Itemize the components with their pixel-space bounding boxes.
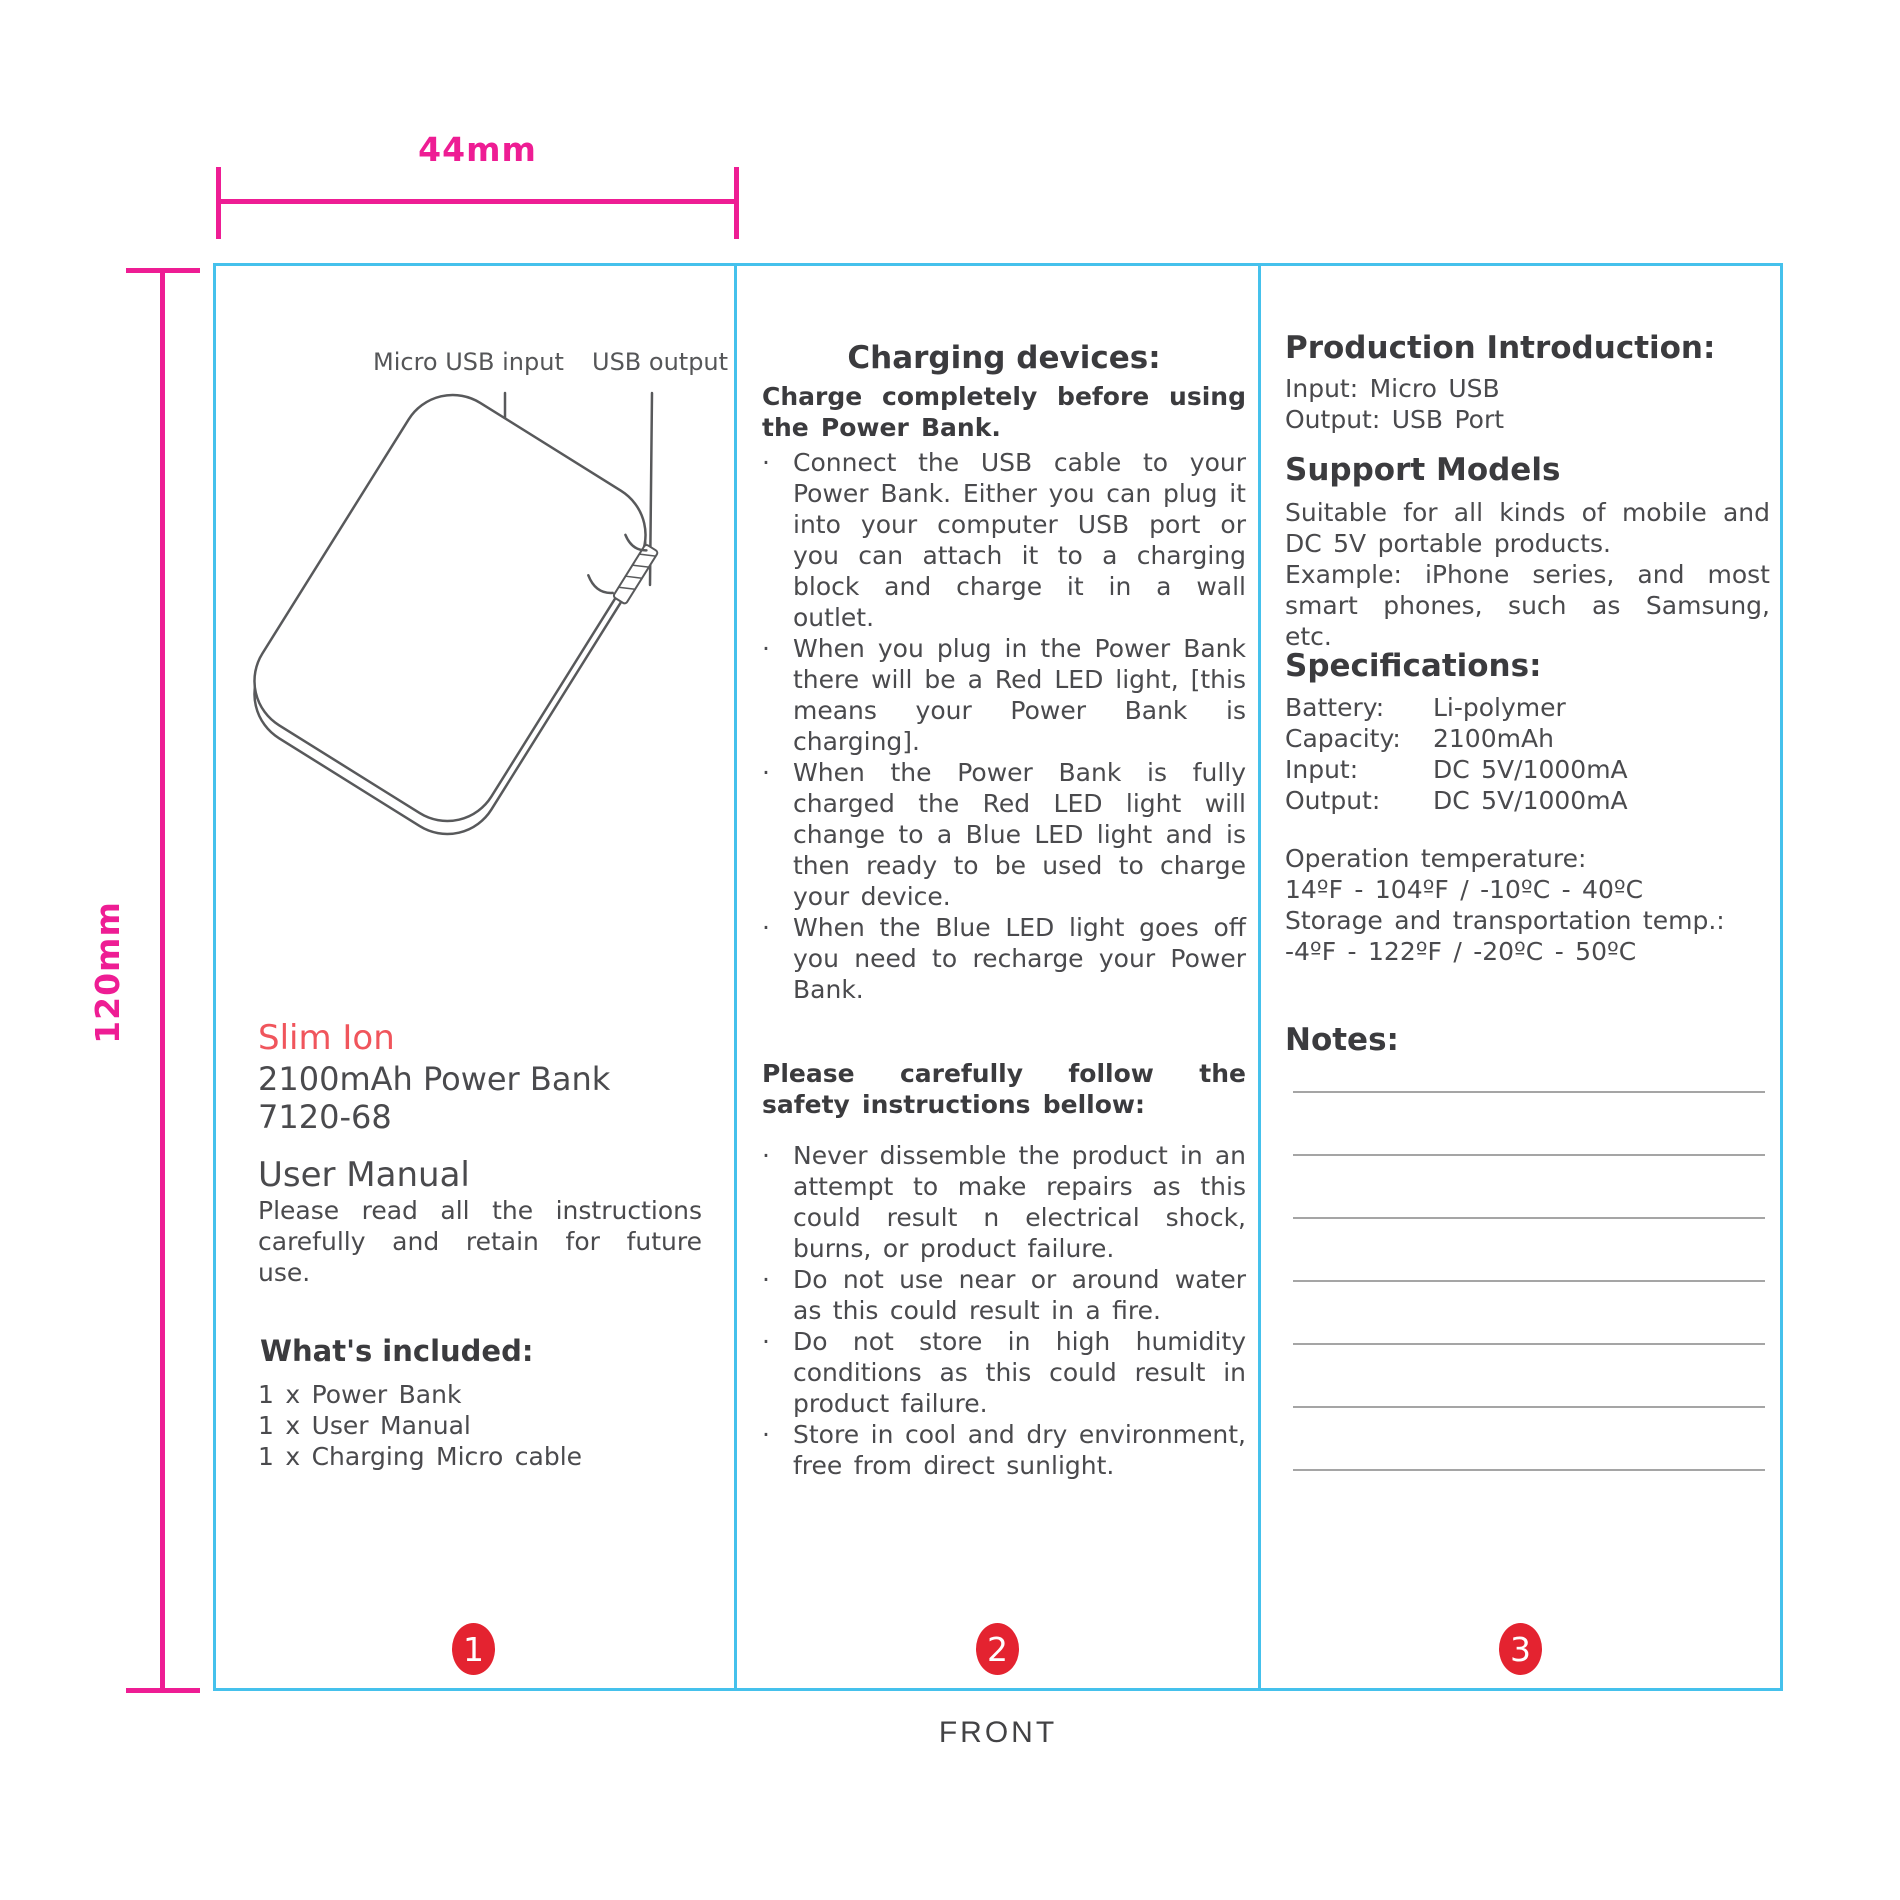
temperature-info xyxy=(1285,843,1770,967)
panel-1-badge: 1 xyxy=(452,1623,495,1675)
included-item: 1 x User Manual xyxy=(258,1411,471,1440)
spec-row: Input: DC 5V/1000mA xyxy=(1285,755,1628,784)
temperature-line: 14ºF - 104ºF / -10ºC - 40ºC xyxy=(1285,875,1644,904)
bullet-dot-icon: · xyxy=(762,1265,770,1294)
bullet-dot-icon: · xyxy=(762,634,770,663)
support-models-text: Suitable for all kinds of mobile and DC 5V portable products. Example: iPhone series, and most smart phones, such as Samsung, etc. xyxy=(1285,498,1770,651)
safety-bullet: · Do not use near or around water as this could result in a fire. xyxy=(762,1265,1246,1325)
safety-bullet: · Do not store in high humidity conditions as this could result in product failure. xyxy=(762,1327,1246,1418)
safety-heading: Please carefully follow the safety instructions bellow: xyxy=(762,1059,1246,1119)
width-dimension-tick-left xyxy=(216,167,221,239)
micro-usb-input-label: Micro USB input xyxy=(373,348,564,376)
bullet-dot-icon: · xyxy=(762,1141,770,1170)
safety-bullet: · Never dissemble the product in an attempt to make repairs as this could result n electrical shock, burns, or product failure. xyxy=(762,1141,1246,1263)
notes-rule xyxy=(1293,1217,1765,1219)
production-lines xyxy=(1285,373,1770,435)
charging-bullet-list xyxy=(762,447,1246,1005)
fold-divider-2 xyxy=(1258,263,1261,1691)
bullet-dot-icon: · xyxy=(762,913,770,942)
notes-rule xyxy=(1293,1154,1765,1156)
bullet-dot-icon: · xyxy=(762,1327,770,1356)
whats-included-heading: What's included: xyxy=(260,1334,534,1368)
included-item: 1 x Charging Micro cable xyxy=(258,1442,583,1471)
height-dimension-label: 120mm xyxy=(88,901,127,1044)
height-dimension-label-wrap xyxy=(60,880,155,1065)
production-line: Input: Micro USB xyxy=(1285,374,1500,403)
width-dimension-label: 44mm xyxy=(418,130,537,169)
height-dimension-line xyxy=(160,270,165,1692)
production-line: Output: USB Port xyxy=(1285,405,1505,434)
charging-bullet: · Connect the USB cable to your Power Bank. Either you can plug it into your computer USB port or you can attach it to a charging block and charge it in a wall outlet. xyxy=(762,448,1246,632)
spec-row: Battery: Li-polymer xyxy=(1285,693,1566,722)
production-introduction-heading: Production Introduction: xyxy=(1285,330,1716,366)
bullet-dot-icon: · xyxy=(762,1420,770,1449)
safety-bullet: · Store in cool and dry environment, free from direct sunlight. xyxy=(762,1420,1246,1480)
notes-rule xyxy=(1293,1406,1765,1408)
notes-rule xyxy=(1293,1280,1765,1282)
spec-row: Output: DC 5V/1000mA xyxy=(1285,786,1628,815)
bullet-dot-icon: · xyxy=(762,758,770,787)
temperature-line: Operation temperature: xyxy=(1285,844,1587,873)
support-models-heading: Support Models xyxy=(1285,452,1561,488)
notes-rule xyxy=(1293,1091,1765,1093)
panel-3-badge: 3 xyxy=(1499,1623,1542,1675)
charging-bullet: · When the Power Bank is fully charged the Red LED light will change to a Blue LED light and is then ready to be used to charge your device. xyxy=(762,758,1246,911)
usb-output-label: USB output xyxy=(592,348,729,376)
notes-heading: Notes: xyxy=(1285,1022,1399,1058)
specifications-table xyxy=(1285,692,1770,816)
front-side-label: FRONT xyxy=(938,1716,1058,1749)
model-number: 7120-68 xyxy=(258,1098,392,1136)
power-bank-illustration xyxy=(230,335,730,955)
bullet-dot-icon: · xyxy=(762,448,770,477)
specifications-heading: Specifications: xyxy=(1285,648,1542,684)
charging-devices-title: Charging devices: xyxy=(847,340,1161,376)
temperature-line: Storage and transportation temp.: xyxy=(1285,906,1725,935)
height-dimension-tick-top xyxy=(126,268,200,273)
notes-rule xyxy=(1293,1469,1765,1471)
fold-divider-1 xyxy=(734,263,737,1691)
width-dimension-line xyxy=(218,199,737,204)
panel-2-badge: 2 xyxy=(976,1623,1019,1675)
charging-bullet: · When the Blue LED light goes off you need to recharge your Power Bank. xyxy=(762,913,1246,1004)
temperature-line: -4ºF - 122ºF / -20ºC - 50ºC xyxy=(1285,937,1637,966)
included-list xyxy=(258,1379,702,1472)
included-item: 1 x Power Bank xyxy=(258,1380,462,1409)
brand-name: Slim Ion xyxy=(258,1018,395,1058)
notes-rule xyxy=(1293,1343,1765,1345)
charging-bullet: · When you plug in the Power Bank there will be a Red LED light, [this means your Power Bank is charging]. xyxy=(762,634,1246,756)
manual-title: User Manual xyxy=(258,1155,470,1195)
manual-note: Please read all the instructions carefully and retain for future use. xyxy=(258,1196,702,1287)
product-name: 2100mAh Power Bank xyxy=(258,1060,611,1098)
width-dimension-tick-right xyxy=(734,167,739,239)
safety-bullet-list xyxy=(762,1140,1246,1481)
charging-intro: Charge completely before using the Power Bank. xyxy=(762,382,1246,442)
spec-row: Capacity: 2100mAh xyxy=(1285,724,1554,753)
height-dimension-tick-bottom xyxy=(126,1688,200,1693)
